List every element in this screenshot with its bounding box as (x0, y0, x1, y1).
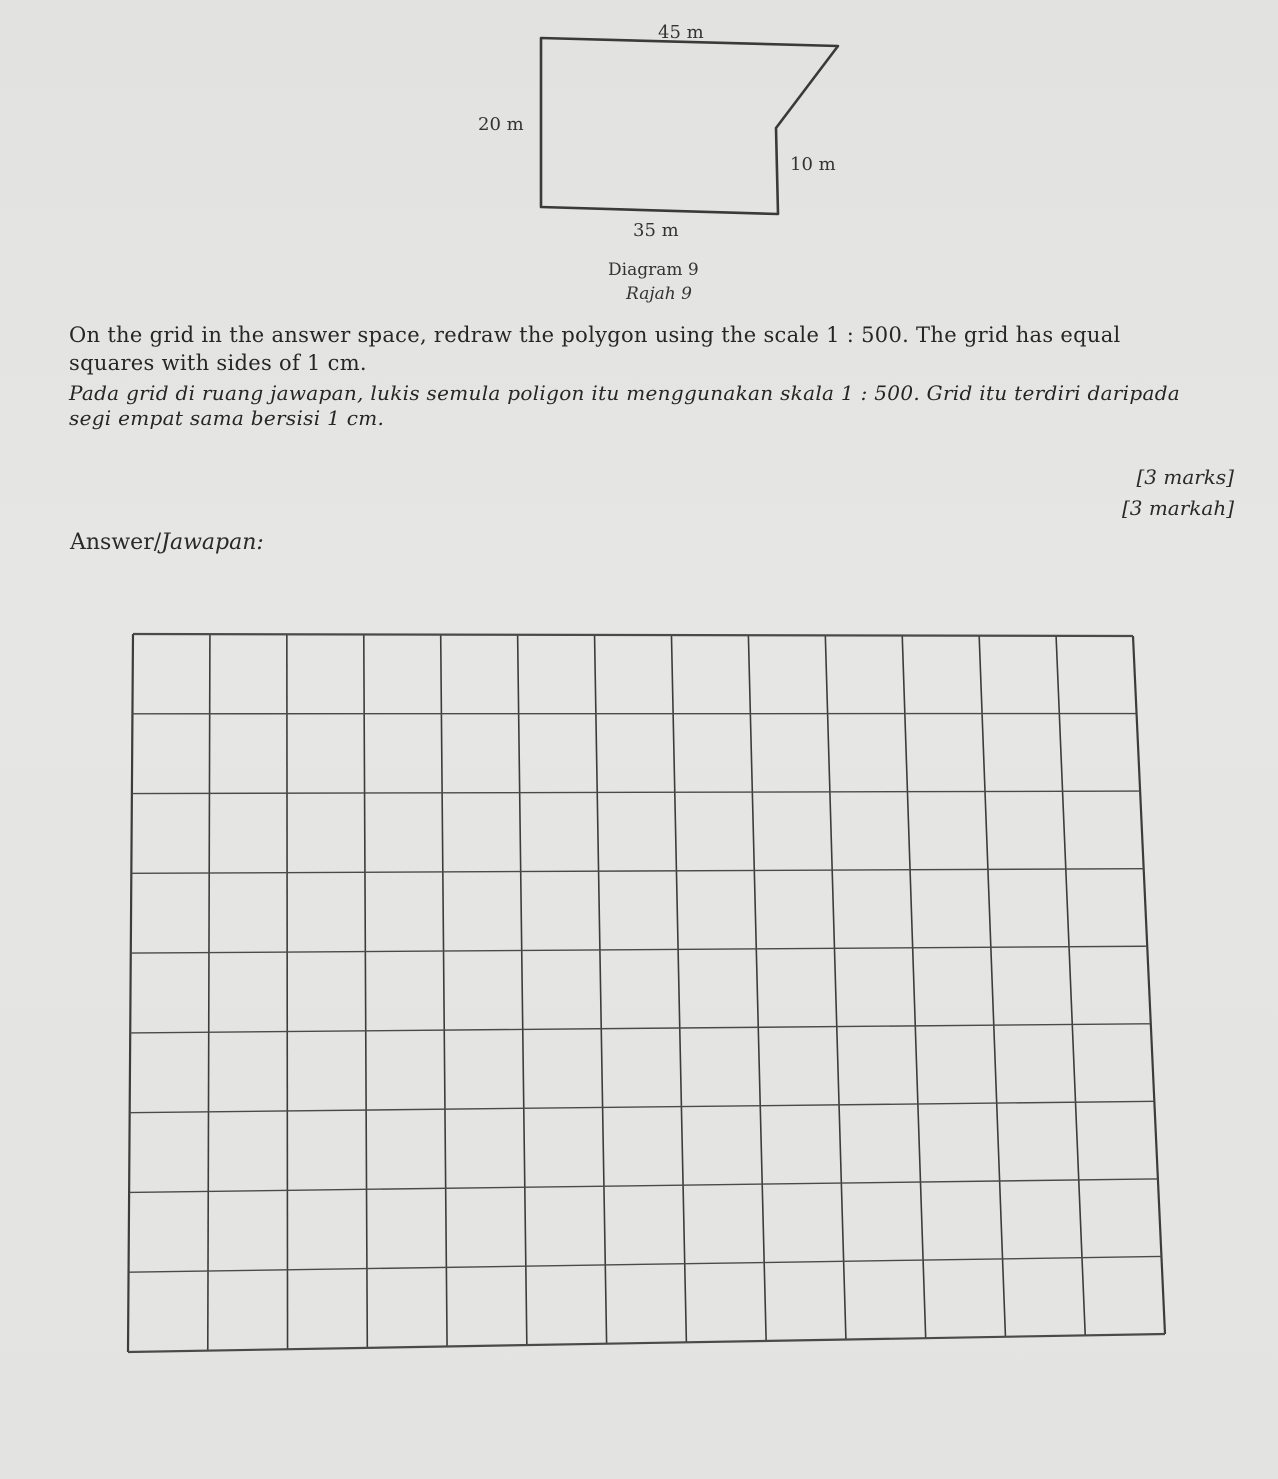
question-ms-line-2: segi empat sama bersisi 1 cm. (69, 405, 385, 430)
grid-vertical-line (979, 636, 1005, 1337)
grid-horizontal-line (130, 1024, 1151, 1033)
grid-vertical-line (287, 634, 288, 1349)
question-en-line-2: squares with sides of 1 cm. (69, 351, 367, 376)
grid-vertical-line (902, 636, 925, 1339)
answer-label-ms: Jawapan: (161, 530, 264, 555)
label-left-side: 20 m (478, 114, 524, 135)
marks-ms: [3 markah] (1121, 496, 1234, 520)
label-bottom-side: 35 m (633, 220, 679, 241)
grid-horizontal-line (129, 1179, 1158, 1193)
grid-vertical-line (128, 634, 133, 1352)
question-ms-line-1: Pada grid di ruang jawapan, lukis semula poligon itu menggunakan skala 1 : 500. Grid itu terdiri daripada (69, 380, 1181, 405)
marks-en: [3 marks] (1136, 465, 1234, 489)
grid-vertical-line (671, 635, 686, 1342)
grid-vertical-line (1133, 636, 1165, 1334)
grid-vertical-line (825, 635, 846, 1339)
grid-horizontal-line (128, 1334, 1165, 1352)
label-top-side: 45 m (658, 22, 704, 43)
grid-vertical-line (748, 635, 766, 1341)
grid-horizontal-line (131, 946, 1147, 953)
grid-vertical-line (1056, 636, 1085, 1336)
grid-horizontal-line (132, 791, 1140, 793)
question-en-line-1: On the grid in the answer space, redraw the polygon using the scale 1 : 500. The grid has equal (69, 323, 1121, 347)
grid-vertical-line (208, 634, 210, 1350)
grid-horizontal-line (131, 869, 1143, 874)
grid-horizontal-line (130, 1101, 1155, 1112)
grid-vertical-line (595, 635, 607, 1344)
label-right-side: 10 m (790, 154, 836, 175)
grid-vertical-line (441, 635, 447, 1347)
diagram-caption-en: Diagram 9 (608, 260, 699, 280)
grid-horizontal-line (129, 1256, 1162, 1272)
answer-label-en: Answer/ (70, 530, 162, 555)
grid-horizontal-line (133, 634, 1133, 636)
diagram-caption-ms: Rajah 9 (626, 284, 692, 304)
grid-vertical-line (518, 635, 527, 1345)
grid-vertical-line (364, 634, 368, 1347)
